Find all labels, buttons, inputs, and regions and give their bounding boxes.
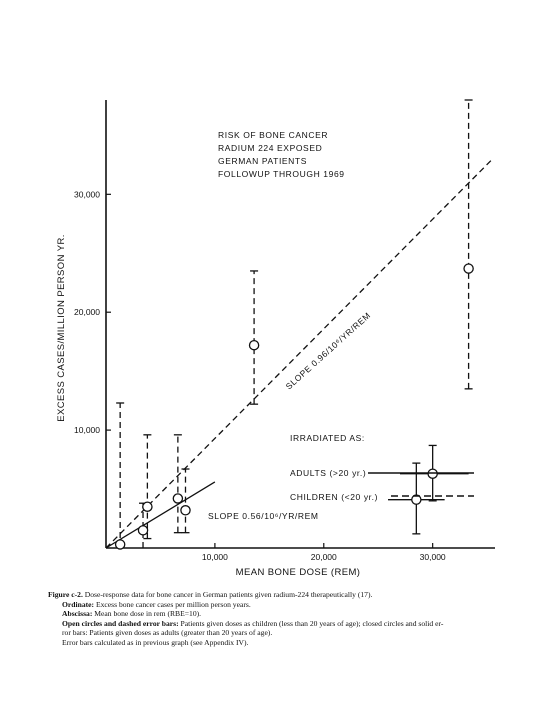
caption-line: [48, 628, 518, 638]
y-tick-label: 10,000: [74, 425, 100, 436]
caption-line-text: ror bars: Patients given doses as adults (greater than 20 years of age).: [62, 628, 273, 638]
child-data-point: [116, 540, 125, 549]
caption-line-text: Mean bone dose in rem (RBE=10).: [92, 609, 202, 619]
fit-line-shallow: [106, 482, 215, 548]
chart-title-line-4: FOLLOWUP THROUGH 1969: [218, 169, 345, 179]
caption-line-lead: Ordinate:: [62, 599, 95, 609]
caption-line-lead: Open circles and dashed error bars:: [62, 618, 179, 628]
y-tick-label: 30,000: [74, 189, 100, 200]
legend-children-label: CHILDREN (<20 yr.): [290, 492, 379, 502]
x-tick-label: 10,000: [201, 552, 228, 562]
caption-line: [48, 600, 518, 610]
caption-line: [48, 619, 518, 629]
fit-line-label-steep: SLOPE 0.96/10⁶/YR/REM: [283, 310, 373, 392]
caption-line: [48, 609, 518, 619]
fit-line-steep: [106, 159, 493, 548]
adult-data-point: [428, 469, 437, 478]
caption-line-text: Dose-response data for bone cancer in German patients given radium-224 therapeutically (17).: [82, 590, 373, 599]
x-tick-label: 30,000: [419, 552, 446, 562]
y-tick-label: 20,000: [74, 307, 100, 318]
child-data-point: [138, 526, 147, 535]
child-data-point: [173, 494, 182, 503]
x-tick-label: 20,000: [310, 552, 337, 562]
figure-caption: [48, 590, 518, 648]
child-data-point: [249, 341, 258, 350]
legend-title: IRRADIATED AS:: [290, 433, 365, 443]
caption-line-text: Excess bone cancer cases per million person years.: [94, 599, 251, 609]
child-data-point: [464, 264, 473, 273]
caption-line-lead: Figure c-2.: [48, 590, 83, 599]
caption-line: [48, 638, 518, 648]
legend-adults-label: ADULTS (>20 yr.): [290, 468, 367, 478]
fit-line-label-shallow: SLOPE 0.56/10⁶/YR/REM: [208, 511, 319, 521]
chart-title-line-2: RADIUM 224 EXPOSED: [218, 143, 323, 153]
x-axis-label: MEAN BONE DOSE (REM): [235, 567, 361, 578]
caption-line-text: Patients given doses as children (less than 20 years of age); closed circles and solid er-: [178, 618, 444, 628]
caption-line: [48, 590, 518, 600]
y-axis-label: EXCESS CASES/MILLION PERSON YR.: [56, 234, 67, 422]
caption-line-lead: Abscissa:: [62, 609, 93, 619]
child-data-point: [143, 502, 152, 511]
chart-title-line-1: RISK OF BONE CANCER: [218, 130, 329, 140]
chart-title-line-3: GERMAN PATIENTS: [218, 156, 307, 166]
child-data-point: [181, 506, 190, 515]
caption-line-text: Error bars calculated as in previous graph (see Appendix IV).: [62, 637, 249, 647]
